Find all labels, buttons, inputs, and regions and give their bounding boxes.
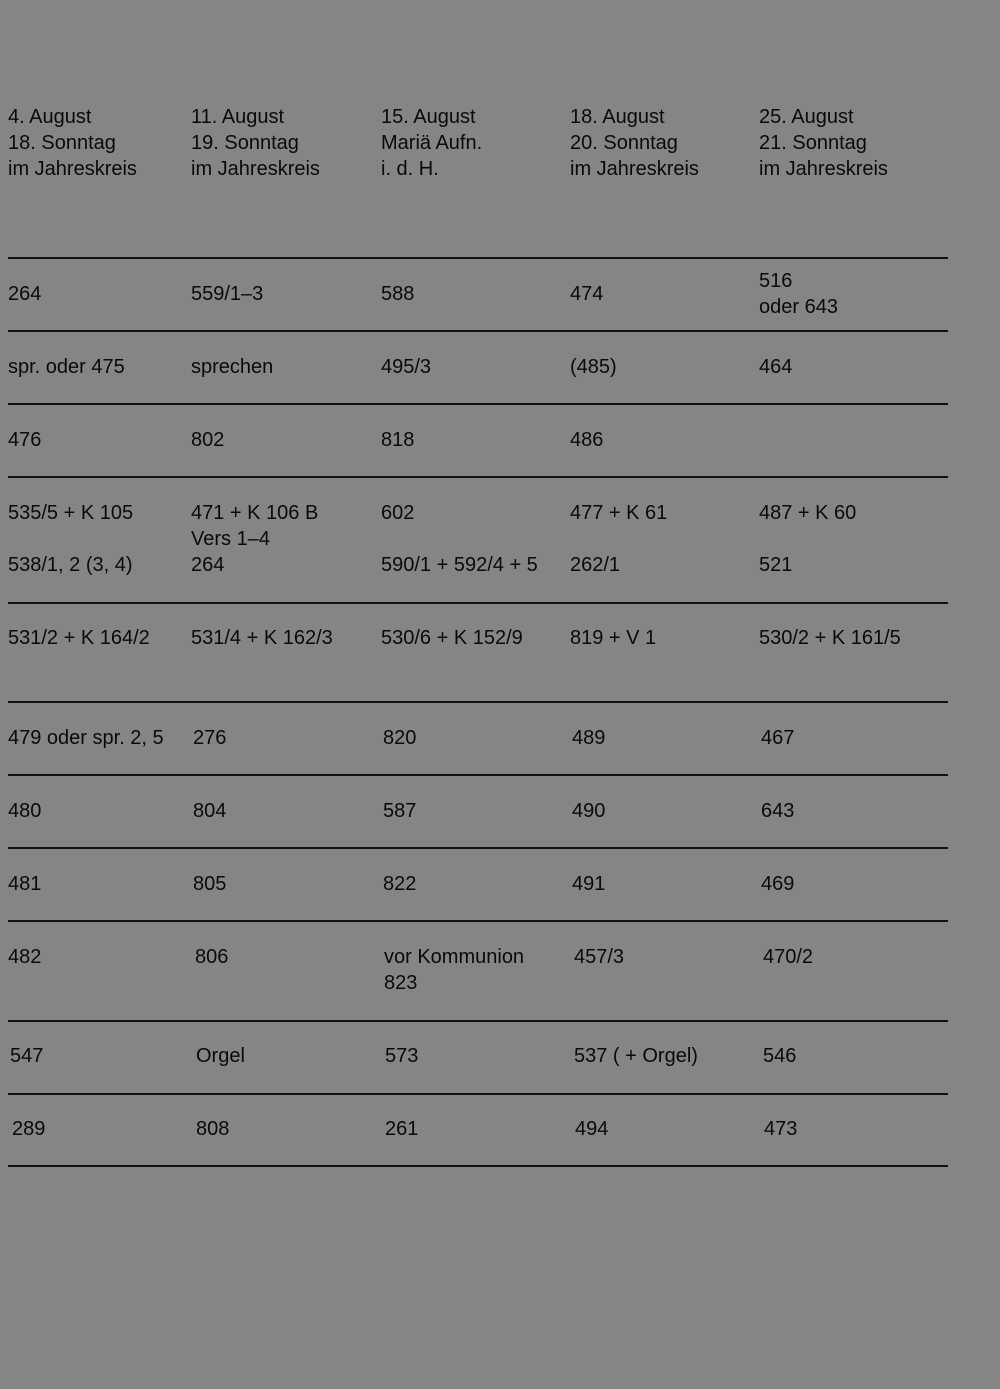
table-cell: 537 ( + Orgel): [574, 1045, 698, 1067]
table-cell: 469: [761, 873, 795, 895]
table-cell: sprechen: [191, 356, 274, 378]
row-divider: [8, 330, 948, 332]
table-cell: Vers 1–4: [191, 528, 270, 550]
column-header-sunday: Mariä Aufn.: [381, 132, 483, 154]
column-header-date: 15. August: [381, 106, 476, 128]
table-cell: 531/2 + K 164/2: [8, 627, 150, 649]
table-cell: 481: [8, 873, 42, 895]
column-header-date: 11. August: [191, 106, 285, 128]
table-cell: 479 oder spr. 2, 5: [8, 727, 164, 749]
table-cell: (485): [570, 356, 617, 378]
row-divider: [8, 1165, 948, 1167]
row-divider: [8, 476, 948, 478]
column-header-sunday: 21. Sonntag: [759, 132, 867, 154]
table-cell: 530/2 + K 161/5: [759, 627, 901, 649]
table-cell: vor Kommunion: [384, 946, 525, 968]
table-cell: 538/1, 2 (3, 4): [8, 554, 133, 576]
row-divider: [8, 847, 948, 849]
column-header-sunday: 20. Sonntag: [570, 132, 678, 154]
table-cell: 464: [759, 356, 793, 378]
table-cell: 471 + K 106 B: [191, 502, 319, 524]
row-divider: [8, 920, 948, 922]
table-cell: 489: [572, 727, 606, 749]
table-cell: Orgel: [196, 1045, 245, 1067]
table-cell: 474: [570, 283, 604, 305]
table-cell: 587: [383, 800, 417, 822]
row-divider: [8, 1093, 948, 1095]
column-header-sunday: 18. Sonntag: [8, 132, 116, 154]
column-header-3: [381, 104, 482, 182]
column-header-date: 4. August: [8, 106, 92, 128]
table-cell: 819 + V 1: [570, 627, 657, 649]
table-cell: 805: [193, 873, 227, 895]
table-cell: 490: [572, 800, 606, 822]
table-cell: 804: [193, 800, 227, 822]
column-header-season: im Jahreskreis: [191, 158, 320, 180]
table-cell: oder 643: [759, 296, 838, 318]
column-header-season: im Jahreskreis: [8, 158, 137, 180]
column-header-season: i. d. H.: [381, 158, 439, 180]
table-cell: 261: [385, 1118, 419, 1140]
column-header-date: 25. August: [759, 106, 854, 128]
table-cell: 573: [385, 1045, 419, 1067]
column-header-4: [570, 104, 699, 182]
table-cell: 806: [195, 946, 229, 968]
column-header-1: [8, 104, 137, 182]
row-divider: [8, 701, 948, 703]
table-cell: 530/6 + K 152/9: [381, 627, 523, 649]
row-divider: [8, 403, 948, 405]
table-cell: 495/3: [381, 356, 432, 378]
table-cell: 262/1: [570, 554, 621, 576]
table-cell: 264: [8, 283, 42, 305]
column-header-2: [191, 104, 320, 182]
table-cell: 643: [761, 800, 795, 822]
table-cell: 588: [381, 283, 415, 305]
row-divider: [8, 602, 948, 604]
row-divider: [8, 774, 948, 776]
table-cell: 491: [572, 873, 606, 895]
table-cell: 547: [10, 1045, 44, 1067]
table-cell: 477 + K 61: [570, 502, 668, 524]
table-cell: 264: [191, 554, 225, 576]
table-cell: 521: [759, 554, 793, 576]
table-cell: 457/3: [574, 946, 625, 968]
table-cell: 487 + K 60: [759, 502, 857, 524]
table-cell: 546: [763, 1045, 797, 1067]
table-cell: spr. oder 475: [8, 356, 125, 378]
table-cell: 289: [12, 1118, 46, 1140]
table-cell: 467: [761, 727, 795, 749]
table-cell: 486: [570, 429, 604, 451]
row-divider: [8, 257, 948, 259]
table-cell: 516: [759, 270, 793, 292]
table-cell: 276: [193, 727, 227, 749]
table-cell: 823: [384, 972, 418, 994]
table-cell: 808: [196, 1118, 230, 1140]
column-header-sunday: 19. Sonntag: [191, 132, 299, 154]
table-cell: 531/4 + K 162/3: [191, 627, 333, 649]
column-header-season: im Jahreskreis: [570, 158, 699, 180]
column-header-season: im Jahreskreis: [759, 158, 888, 180]
column-header-5: [759, 104, 888, 182]
table-cell: 802: [191, 429, 225, 451]
table-cell: 482: [8, 946, 42, 968]
table-cell: 818: [381, 429, 415, 451]
table-cell: 473: [764, 1118, 798, 1140]
table-cell: 820: [383, 727, 417, 749]
table-cell: 602: [381, 502, 415, 524]
table-cell: 535/5 + K 105: [8, 502, 134, 524]
table-cell: 590/1 + 592/4 + 5: [381, 554, 538, 576]
table-cell: 494: [575, 1118, 609, 1140]
table-cell: 480: [8, 800, 42, 822]
table-cell: 559/1–3: [191, 283, 264, 305]
column-header-date: 18. August: [570, 106, 665, 128]
row-divider: [8, 1020, 948, 1022]
table-cell: 470/2: [763, 946, 814, 968]
table-cell: 476: [8, 429, 42, 451]
table-cell: 822: [383, 873, 417, 895]
